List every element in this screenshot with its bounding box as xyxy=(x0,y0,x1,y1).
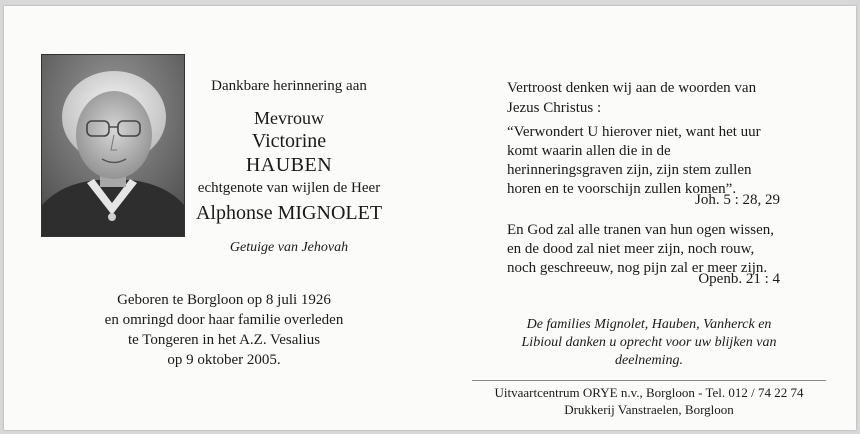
relation-text: echtgenote van wijlen de Heer xyxy=(197,180,381,196)
footer-divider xyxy=(472,380,826,381)
portrait-photo xyxy=(41,54,185,237)
quote-line: noch geschreeuw, nog pijn zal er meer zijn. xyxy=(507,260,768,276)
deceased-last-name: HAUBEN xyxy=(245,154,333,176)
thanks-line: deelneming. xyxy=(614,353,684,368)
quote-line: en de dood zal niet meer zijn, noch rouw, xyxy=(507,241,755,257)
biography-line: te Tongeren in het A.Z. Vesalius xyxy=(127,332,321,348)
memorial-card xyxy=(4,6,856,430)
portrait-image xyxy=(42,55,184,236)
scripture-reference-2: Openb. 21 : 4 xyxy=(698,271,780,287)
biography-block xyxy=(64,290,384,370)
quote-line: “Verwondert U hierover niet, want het uur xyxy=(507,124,761,140)
intro-line: Jezus Christus : xyxy=(507,100,602,116)
deceased-first-name: Victorine xyxy=(251,130,327,152)
dedication-text: Dankbare herinnering aan xyxy=(211,78,367,94)
quote-line: horen en te voorschijn zullen komen”. xyxy=(507,181,737,197)
biography-line: Geboren te Borgloon op 8 juli 1926 xyxy=(117,292,331,308)
footer-block xyxy=(472,384,826,418)
quote-line: komt waarin allen die in de xyxy=(507,143,671,159)
scripture-quote-2 xyxy=(507,221,774,278)
scripture-quote-1 xyxy=(507,123,761,199)
biography-line: op 9 oktober 2005. xyxy=(167,352,281,368)
quote-line: En God zal alle tranen van hun ogen wissen, xyxy=(507,222,775,238)
honorific: Mevrouw xyxy=(254,108,324,128)
thanks-line: Libioul danken u oprecht voor uw blijken van xyxy=(521,335,777,350)
funeral-home-line: Uitvaartcentrum ORYE n.v., Borgloon - Tel. 012 / 74 22 74 xyxy=(494,385,804,400)
intro-block xyxy=(507,78,756,118)
intro-line: Vertroost denken wij aan de woorden van xyxy=(507,80,757,96)
thanks-line: De families Mignolet, Hauben, Vanherck en xyxy=(526,317,772,332)
thanks-block xyxy=(504,316,794,370)
spouse-name: Alphonse MIGNOLET xyxy=(195,202,383,224)
quote-line: herinneringsgraven zijn, zijn stem zullen xyxy=(507,162,752,178)
affiliation-text: Getuige van Jehovah xyxy=(229,240,349,255)
biography-line: en omringd door haar familie overleden xyxy=(104,312,344,328)
scripture-reference-1: Joh. 5 : 28, 29 xyxy=(694,192,780,208)
printer-line: Drukkerij Vanstraelen, Borgloon xyxy=(564,402,734,417)
